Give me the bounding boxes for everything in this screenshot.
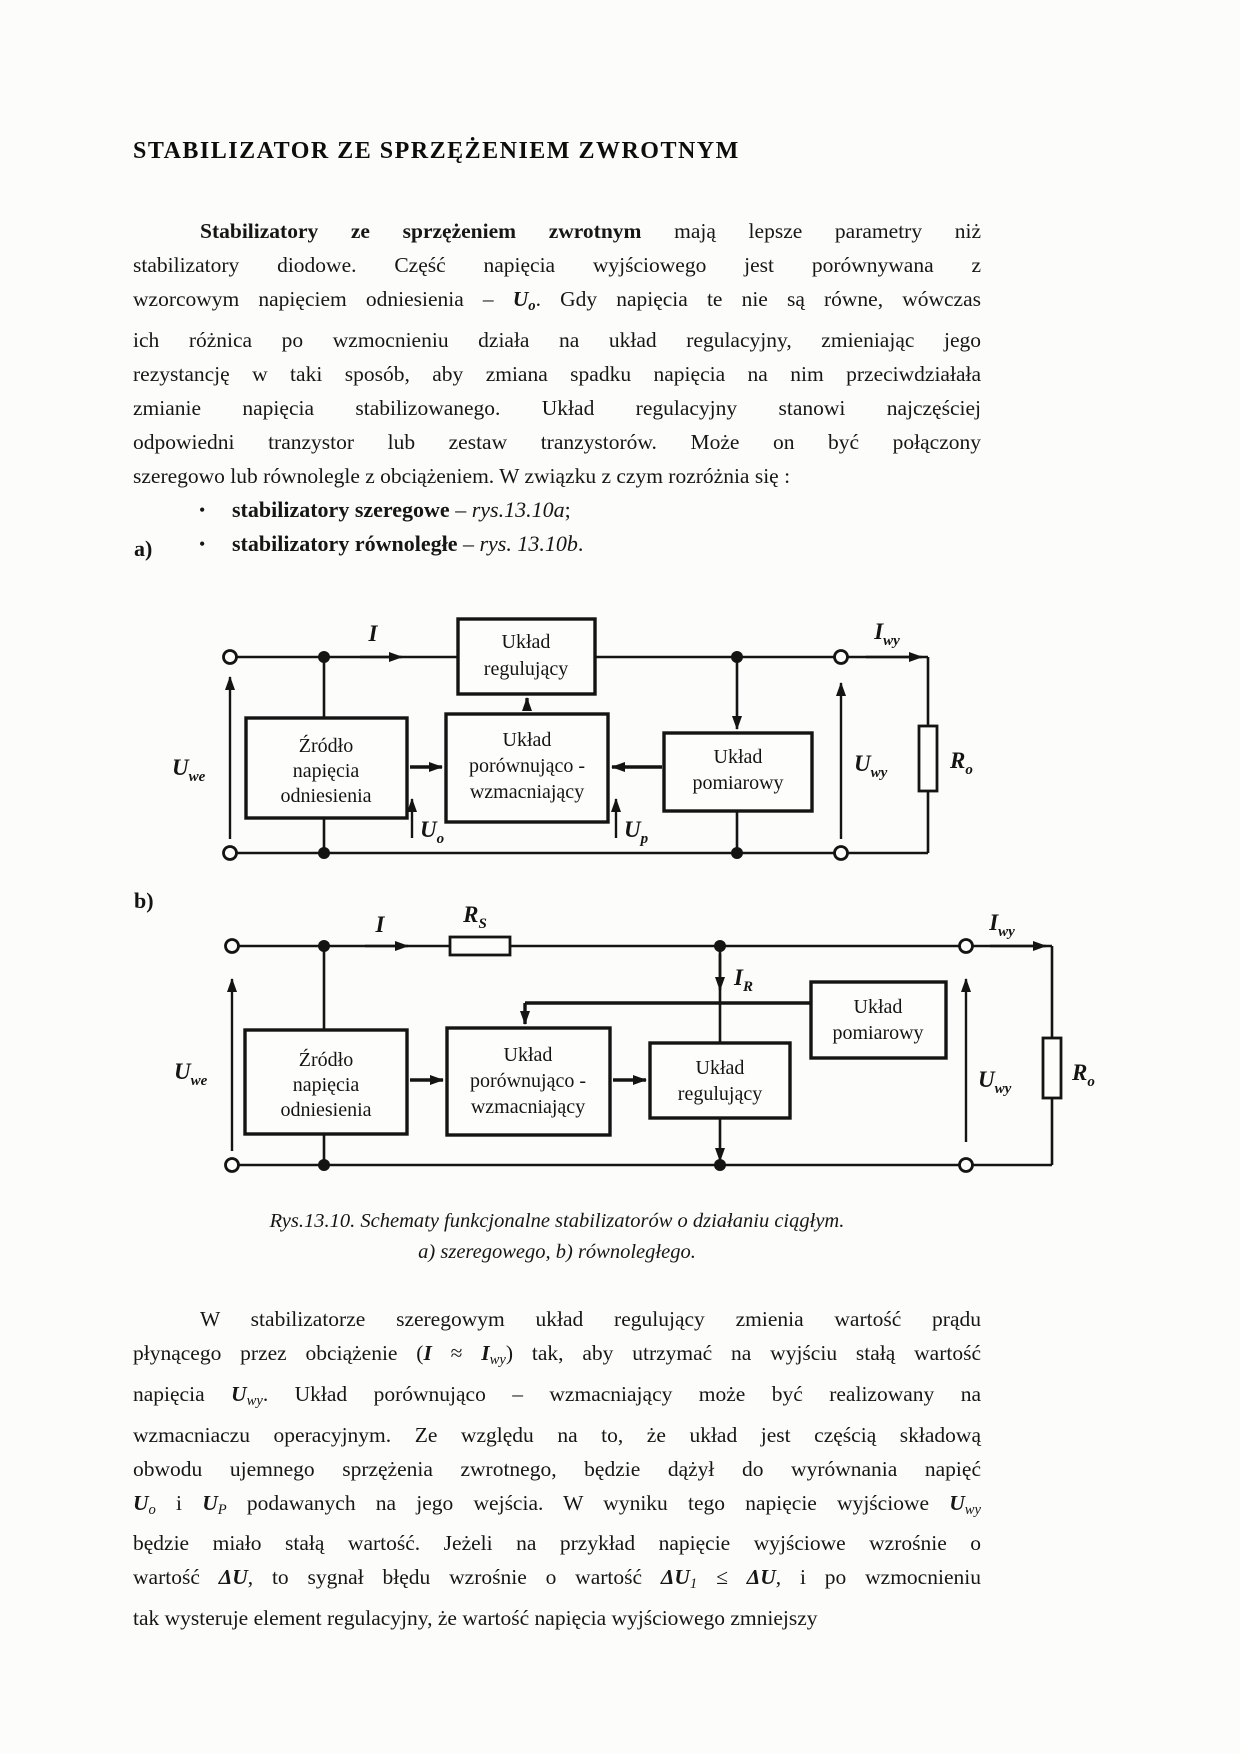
input-terminal-bottom bbox=[224, 847, 237, 860]
source-label-line1: Źródło bbox=[298, 1049, 354, 1071]
input-terminal-top bbox=[224, 651, 237, 664]
regulator-label-line2: regulujący bbox=[677, 1083, 763, 1105]
text-line: wzorcowym napięciem odniesienia – $U_o$. Gdy napięcia te nie są równe, wówczas bbox=[133, 287, 981, 314]
diagram-parallel-stabilizer bbox=[130, 878, 1115, 1178]
text-line: tak wysteruje element regulacyjny, że wartość napięcia wyjściowego zmniejszy bbox=[133, 1606, 818, 1631]
source-label-line3: odniesienia bbox=[280, 785, 372, 807]
current-label-Iwy: $I_{wy}$ bbox=[989, 910, 1015, 940]
text-line: Stabilizatory ze sprzężeniem zwrotnym mają lepsze parametry niż bbox=[200, 219, 981, 243]
text-line: odpowiedni tranzystor lub zestaw tranzystorów. Może on być połączony bbox=[133, 429, 981, 454]
series-resistor-Rs bbox=[450, 937, 510, 955]
subfigure-label-b: b) bbox=[134, 888, 154, 913]
voltage-label-Uo: $U_o$ bbox=[420, 817, 445, 847]
text-line: zmianie napięcia stabilizowanego. Układ regulacyjny stanowi najczęściej bbox=[133, 395, 981, 420]
regulator-label-line2: regulujący bbox=[483, 658, 569, 680]
resistor-label-Rs: $R_S$ bbox=[463, 902, 487, 932]
comparator-label-line3: wzmacniający bbox=[469, 781, 585, 803]
source-label-line2: napięcia bbox=[292, 760, 360, 782]
source-label-line1: Źródło bbox=[298, 735, 354, 757]
regulator-block bbox=[650, 1043, 790, 1118]
text-line: płynącego przez obciążenie $(I \approx I_{wy})$ tak, aby utrzymać na wyjściu stałą wartość bbox=[133, 1341, 981, 1368]
diagram-series-stabilizer bbox=[130, 525, 1070, 880]
figure-caption bbox=[133, 1206, 981, 1268]
load-resistor bbox=[919, 726, 937, 791]
text-line: będzie miało stałą wartość. Jeżeli na przykład napięcie wyjściowe wzrośnie o bbox=[133, 1531, 981, 1556]
comparator-label-line1: Układ bbox=[503, 1044, 553, 1066]
current-label-Iwy: $I_{wy}$ bbox=[874, 619, 900, 649]
load-resistor bbox=[1043, 1038, 1061, 1098]
measure-label-line2: pomiarowy bbox=[692, 772, 784, 794]
measuring-block bbox=[811, 982, 946, 1058]
voltage-label-Uwy: $U_{wy}$ bbox=[978, 1067, 1012, 1097]
figure-caption-line2: a) szeregowego, b) równoległego. bbox=[418, 1241, 696, 1263]
input-terminal-bottom bbox=[226, 1159, 239, 1172]
output-terminal-bottom bbox=[835, 847, 848, 860]
text-line: $U_o$ i $U_P$ podawanych na jego wejścia. W wyniku tego napięcie wyjściowe $U_{wy}$ bbox=[133, 1490, 981, 1518]
page-title: STABILIZATOR ZE SPRZĘŻENIEM ZWROTNYM bbox=[133, 138, 740, 164]
text-line: • stabilizatory równoległe – rys. 13.10b. bbox=[199, 530, 584, 556]
output-terminal-top bbox=[960, 940, 973, 953]
measure-label-line2: pomiarowy bbox=[832, 1022, 924, 1044]
body-paragraph bbox=[133, 1302, 981, 1635]
measure-label-line1: Układ bbox=[853, 996, 903, 1018]
current-label-I: I bbox=[375, 912, 385, 937]
text-line: rezystancję w taki sposób, aby zmiana spadku napięcia na nim przeciwdziałała bbox=[133, 361, 981, 386]
source-label-line2: napięcia bbox=[292, 1074, 360, 1096]
comparator-label-line2: porównująco - bbox=[469, 1070, 587, 1092]
comparator-label-line1: Układ bbox=[502, 729, 552, 751]
text-line: obwodu ujemnego sprzężenia zwrotnego, będzie dążył do wyrównania napięć bbox=[133, 1456, 981, 1481]
measure-label-line1: Układ bbox=[713, 746, 763, 768]
figure-caption-line1: Rys.13.10. Schematy funkcjonalne stabilizatorów o działaniu ciągłym. bbox=[269, 1210, 845, 1232]
comparator-label-line3: wzmacniający bbox=[470, 1096, 586, 1118]
text-line: • stabilizatory szeregowe – rys.13.10a; bbox=[199, 496, 571, 522]
voltage-label-Up: $U_p$ bbox=[624, 817, 649, 847]
intro-paragraph bbox=[133, 214, 981, 561]
text-line: wartość ΔU, to sygnał błędu wzrośnie o wartość $\Delta U_1 \le \Delta U$, i po wzmocnieniu bbox=[133, 1565, 981, 1593]
text-line: wzmacniaczu operacyjnym. Ze względu na to, że układ jest częścią składową bbox=[133, 1422, 981, 1447]
text-line: W stabilizatorze szeregowym układ regulujący zmienia wartość prądu bbox=[200, 1307, 981, 1331]
voltage-label-Uwe: $U_{we}$ bbox=[172, 755, 206, 785]
resistor-label-Ro: $R_o$ bbox=[950, 748, 973, 778]
text-line: stabilizatory diodowe. Część napięcia wyjściowego jest porównywana z bbox=[133, 253, 981, 277]
input-terminal-top bbox=[226, 940, 239, 953]
output-terminal-bottom bbox=[960, 1159, 973, 1172]
subfigure-label-a: a) bbox=[134, 536, 153, 561]
comparator-label-line2: porównująco - bbox=[468, 755, 586, 777]
text-line: napięcia $U_{wy}$. Układ porównująco – wzmacniający może być realizowany na bbox=[133, 1381, 981, 1409]
output-terminal-top bbox=[835, 651, 848, 664]
current-label-I: I bbox=[368, 621, 378, 646]
regulator-label-line1: Układ bbox=[695, 1057, 745, 1079]
current-label-IR: $I_R$ bbox=[734, 965, 753, 995]
source-label-line3: odniesienia bbox=[280, 1099, 372, 1121]
text-line: szeregowo lub równolegle z obciążeniem. W związku z czym rozróżnia się : bbox=[133, 463, 791, 488]
voltage-label-Uwy: $U_{wy}$ bbox=[854, 751, 888, 781]
regulator-label-line1: Układ bbox=[501, 631, 551, 653]
text-line: ich różnica po wzmocnieniu działa na układ regulacyjny, zmieniając jego bbox=[133, 327, 981, 352]
voltage-label-Uwe: $U_{we}$ bbox=[174, 1059, 208, 1089]
resistor-label-Ro: $R_o$ bbox=[1072, 1060, 1095, 1090]
